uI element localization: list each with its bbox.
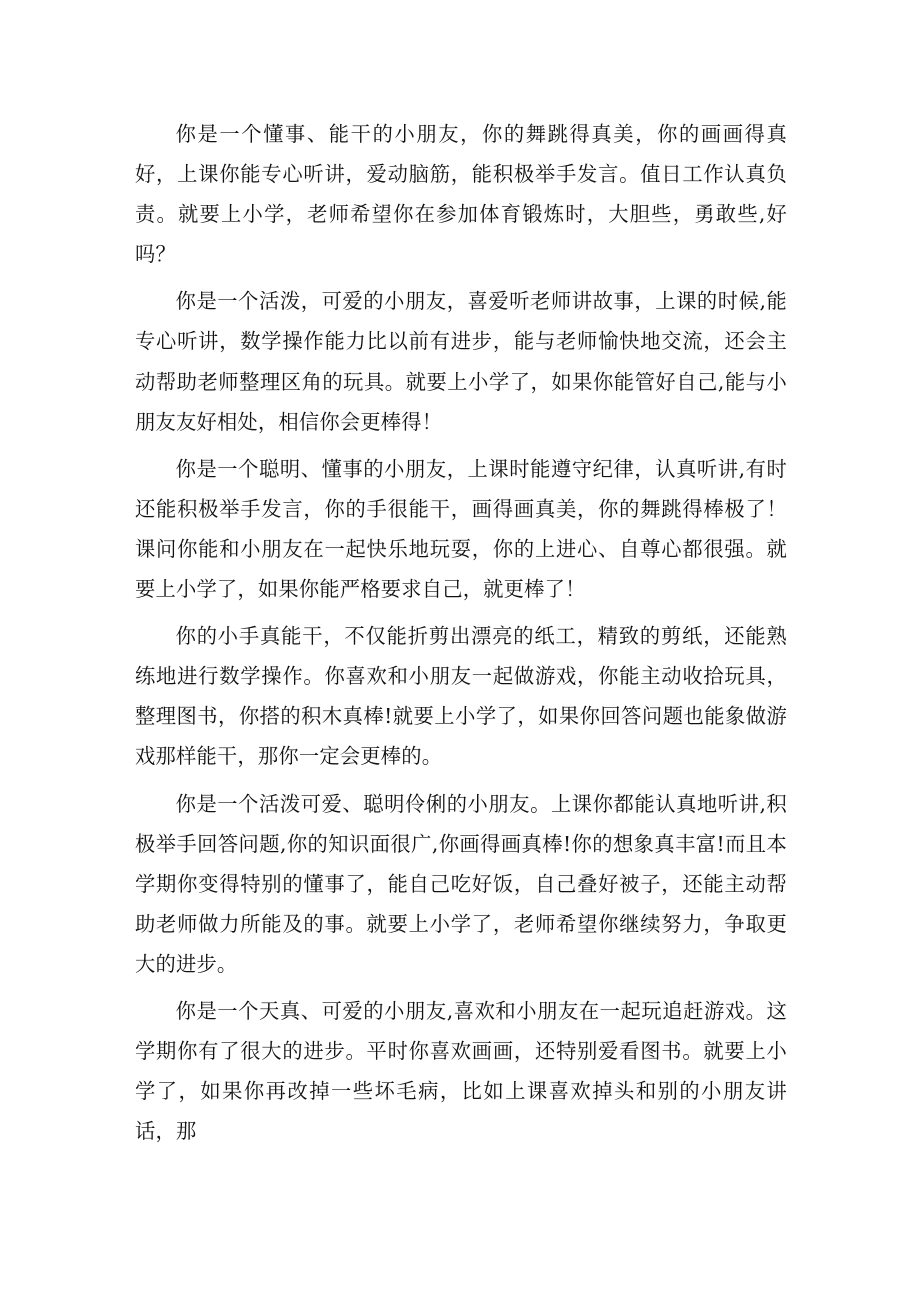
- paragraph-5: 你是一个活泼可爱、聪明伶俐的小朋友。上课你都能认真地听讲,积极举手回答问题,你的知识面很广,你画得画真棒!你的想象真丰富!而且本学期你变得特别的懂事了，能自己吃好饭，自己叠好被子，还能主动帮助老师做力所能及的事。就要上小学了，老师希望你继续努力，争取更大的进步。: [135, 791, 787, 976]
- paragraph-6: 你是一个天真、可爱的小朋友,喜欢和小朋友在一起玩追赶游戏。这学期你有了很大的进步。平时你喜欢画画，还特别爱看图书。就要上小学了，如果你再改掉一些坏毛病，比如上课喜欢掉头和别的小朋友讲话，那: [135, 998, 787, 1144]
- paragraph-4: 你的小手真能干，不仅能折剪出漂亮的纸工，精致的剪纸，还能熟练地进行数学操作。你喜欢和小朋友一起做游戏，你能主动收拾玩具，整理图书，你搭的积木真棒!就要上小学了，如果你回答问题也能象做游戏那样能干，那你一定会更棒的。: [135, 624, 787, 769]
- document-body: [135, 114, 787, 1151]
- paragraph-1: 你是一个懂事、能干的小朋友，你的舞跳得真美，你的画画得真好，上课你能专心听讲，爱动脑筋，能积极举手发言。值日工作认真负责。就要上小学，老师希望你在参加体育锻炼时，大胆些，勇敢些,好吗？: [135, 122, 787, 267]
- paragraph-2: 你是一个活泼，可爱的小朋友，喜爱听老师讲故事，上课的时候,能专心听讲，数学操作能力比以前有进步，能与老师愉快地交流，还会主动帮助老师整理区角的玩具。就要上小学了，如果你能管好自己,能与小朋友友好相处，相信你会更棒得！: [135, 289, 787, 434]
- paragraph-3: 你是一个聪明、懂事的小朋友，上课时能遵守纪律，认真听讲,有时还能积极举手发言，你的手很能干，画得画真美，你的舞跳得棒极了！课问你能和小朋友在一起快乐地玩耍，你的上进心、自尊心都很强。就要上小学了，如果你能严格要求自己，就更棒了！: [135, 456, 787, 602]
